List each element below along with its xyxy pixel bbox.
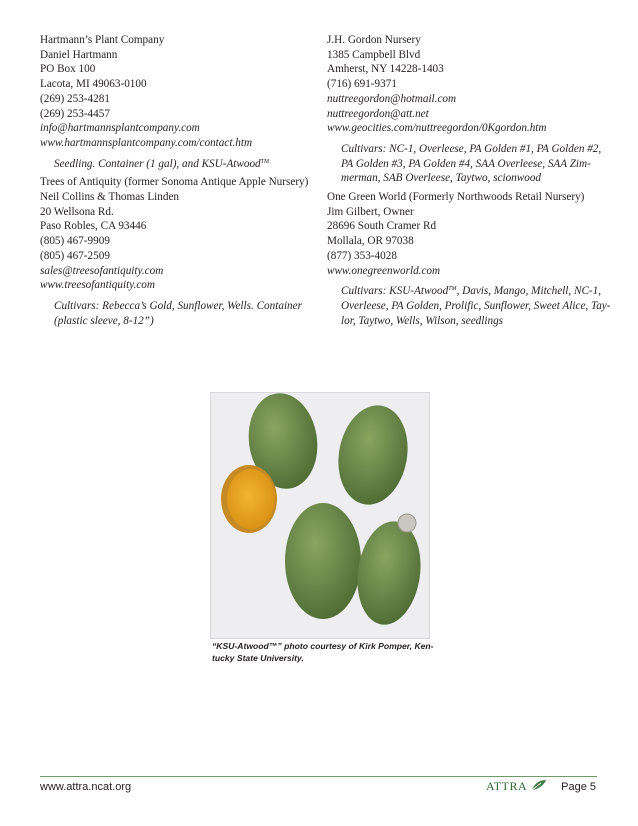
nursery-entry-hartmann: [40, 33, 302, 171]
caption-line: tucky State University.: [212, 652, 304, 663]
page-number: Page 5: [561, 780, 596, 793]
email-link[interactable]: nuttreegordon@att.net: [327, 107, 429, 120]
nursery-entry-onegreen: [327, 190, 611, 328]
nursery-entry-gordon: [327, 33, 602, 186]
website-link[interactable]: www.geocities.com/nuttreegordon/0Kgordon.htm: [327, 122, 547, 135]
address-line: Paso Robles, CA 93446: [40, 220, 147, 233]
nursery-note: [40, 299, 302, 328]
note-line: PA Golden #3, PA Golden #4, SAA Overleese, SAA Zim-: [341, 157, 591, 170]
address-line: PO Box 100: [40, 63, 96, 76]
note-line: merman, SAB Overleese, Taytwo, scionwood: [341, 172, 542, 185]
phone: (716) 691-9371: [327, 78, 397, 91]
caption-line: “KSU-Atwood™” photo courtesy of Kirk Pomper, Ken-: [212, 641, 434, 651]
nursery-entry-antiquity: [40, 175, 309, 328]
footer-brand: [486, 779, 596, 794]
phone: (877) 353-4028: [327, 249, 397, 262]
note-text: , Davis, Mango, Mitchell, NC-1,: [456, 285, 602, 298]
phone: (269) 253-4457: [40, 107, 110, 120]
trademark-mark: TM: [260, 158, 269, 165]
note-text: Cultivars: KSU-Atwood: [341, 285, 449, 298]
nursery-name: J.H. Gordon Nursery: [327, 34, 421, 46]
leaf-icon: [531, 779, 547, 794]
nursery-note: [40, 157, 302, 172]
right-column: [327, 33, 611, 332]
coin-scale: [398, 514, 416, 532]
left-column: [40, 33, 309, 332]
nursery-name: Trees of Antiquity (former Sonoma Antique Apple Nursery): [40, 176, 309, 189]
footer-divider: [40, 776, 597, 777]
footer-url-link[interactable]: www.attra.ncat.org: [40, 781, 132, 793]
address-line: Lacota, MI 49063-0100: [40, 78, 147, 91]
pawpaw-fruit: [285, 503, 361, 619]
attra-logo-text: ATTRA: [485, 779, 528, 793]
address-line: 1385 Campbell Blvd: [327, 48, 421, 61]
nursery-note: [327, 284, 611, 328]
phone: (805) 467-9909: [40, 235, 110, 248]
note-line: Cultivars: Rebecca’s Gold, Sunflower, Wells. Container: [54, 299, 302, 312]
note-line: (plastic sleeve, 8-12”): [54, 314, 154, 327]
note-text: Seedling. Container (1 gal), and KSU-Atwood: [54, 157, 261, 170]
contact-name: Daniel Hartmann: [40, 48, 118, 61]
nursery-note: [327, 142, 602, 186]
email-link[interactable]: nuttreegordon@hotmail.com: [327, 92, 457, 105]
phone: (805) 467-2509: [40, 249, 110, 262]
pawpaw-fruit-photo: [210, 392, 430, 639]
contact-name: Neil Collins & Thomas Linden: [40, 191, 180, 204]
nursery-name: Hartmann’s Plant Company: [40, 34, 165, 46]
pawpaw-half-flesh: [227, 469, 275, 529]
website-link[interactable]: www.treesofantiquity.com: [40, 279, 155, 292]
note-line: Overleese, PA Golden, Prolific, Sunflower, Sweet Alice, Tay-: [341, 299, 611, 312]
address-line: 28696 South Cramer Rd: [327, 220, 437, 233]
email-link[interactable]: sales@treesofantiquity.com: [40, 264, 164, 277]
note-line: [341, 284, 602, 299]
nursery-name: One Green World (Formerly Northwoods Retail Nursery): [327, 191, 585, 204]
trademark-mark: TM: [448, 286, 457, 293]
photo-caption: [212, 641, 434, 664]
email-link[interactable]: info@hartmannsplantcompany.com: [40, 122, 200, 135]
phone: (269) 253-4281: [40, 92, 110, 105]
website-link[interactable]: www.hartmannsplantcompany.com/contact.htm: [40, 136, 253, 149]
address-line: 20 Wellsona Rd.: [40, 205, 114, 218]
address-line: Amherst, NY 14228-1403: [327, 63, 444, 76]
website-link[interactable]: www.onegreenworld.com: [327, 264, 441, 277]
note-line: Cultivars: NC-1, Overleese, PA Golden #1, PA Golden #2,: [341, 142, 602, 155]
fruit-illustration: [211, 393, 429, 638]
address-line: Mollala, OR 97038: [327, 235, 414, 248]
contact-name: Jim Gilbert, Owner: [327, 205, 414, 218]
note-line: lor, Taytwo, Wells, Wilson, seedlings: [341, 314, 504, 327]
